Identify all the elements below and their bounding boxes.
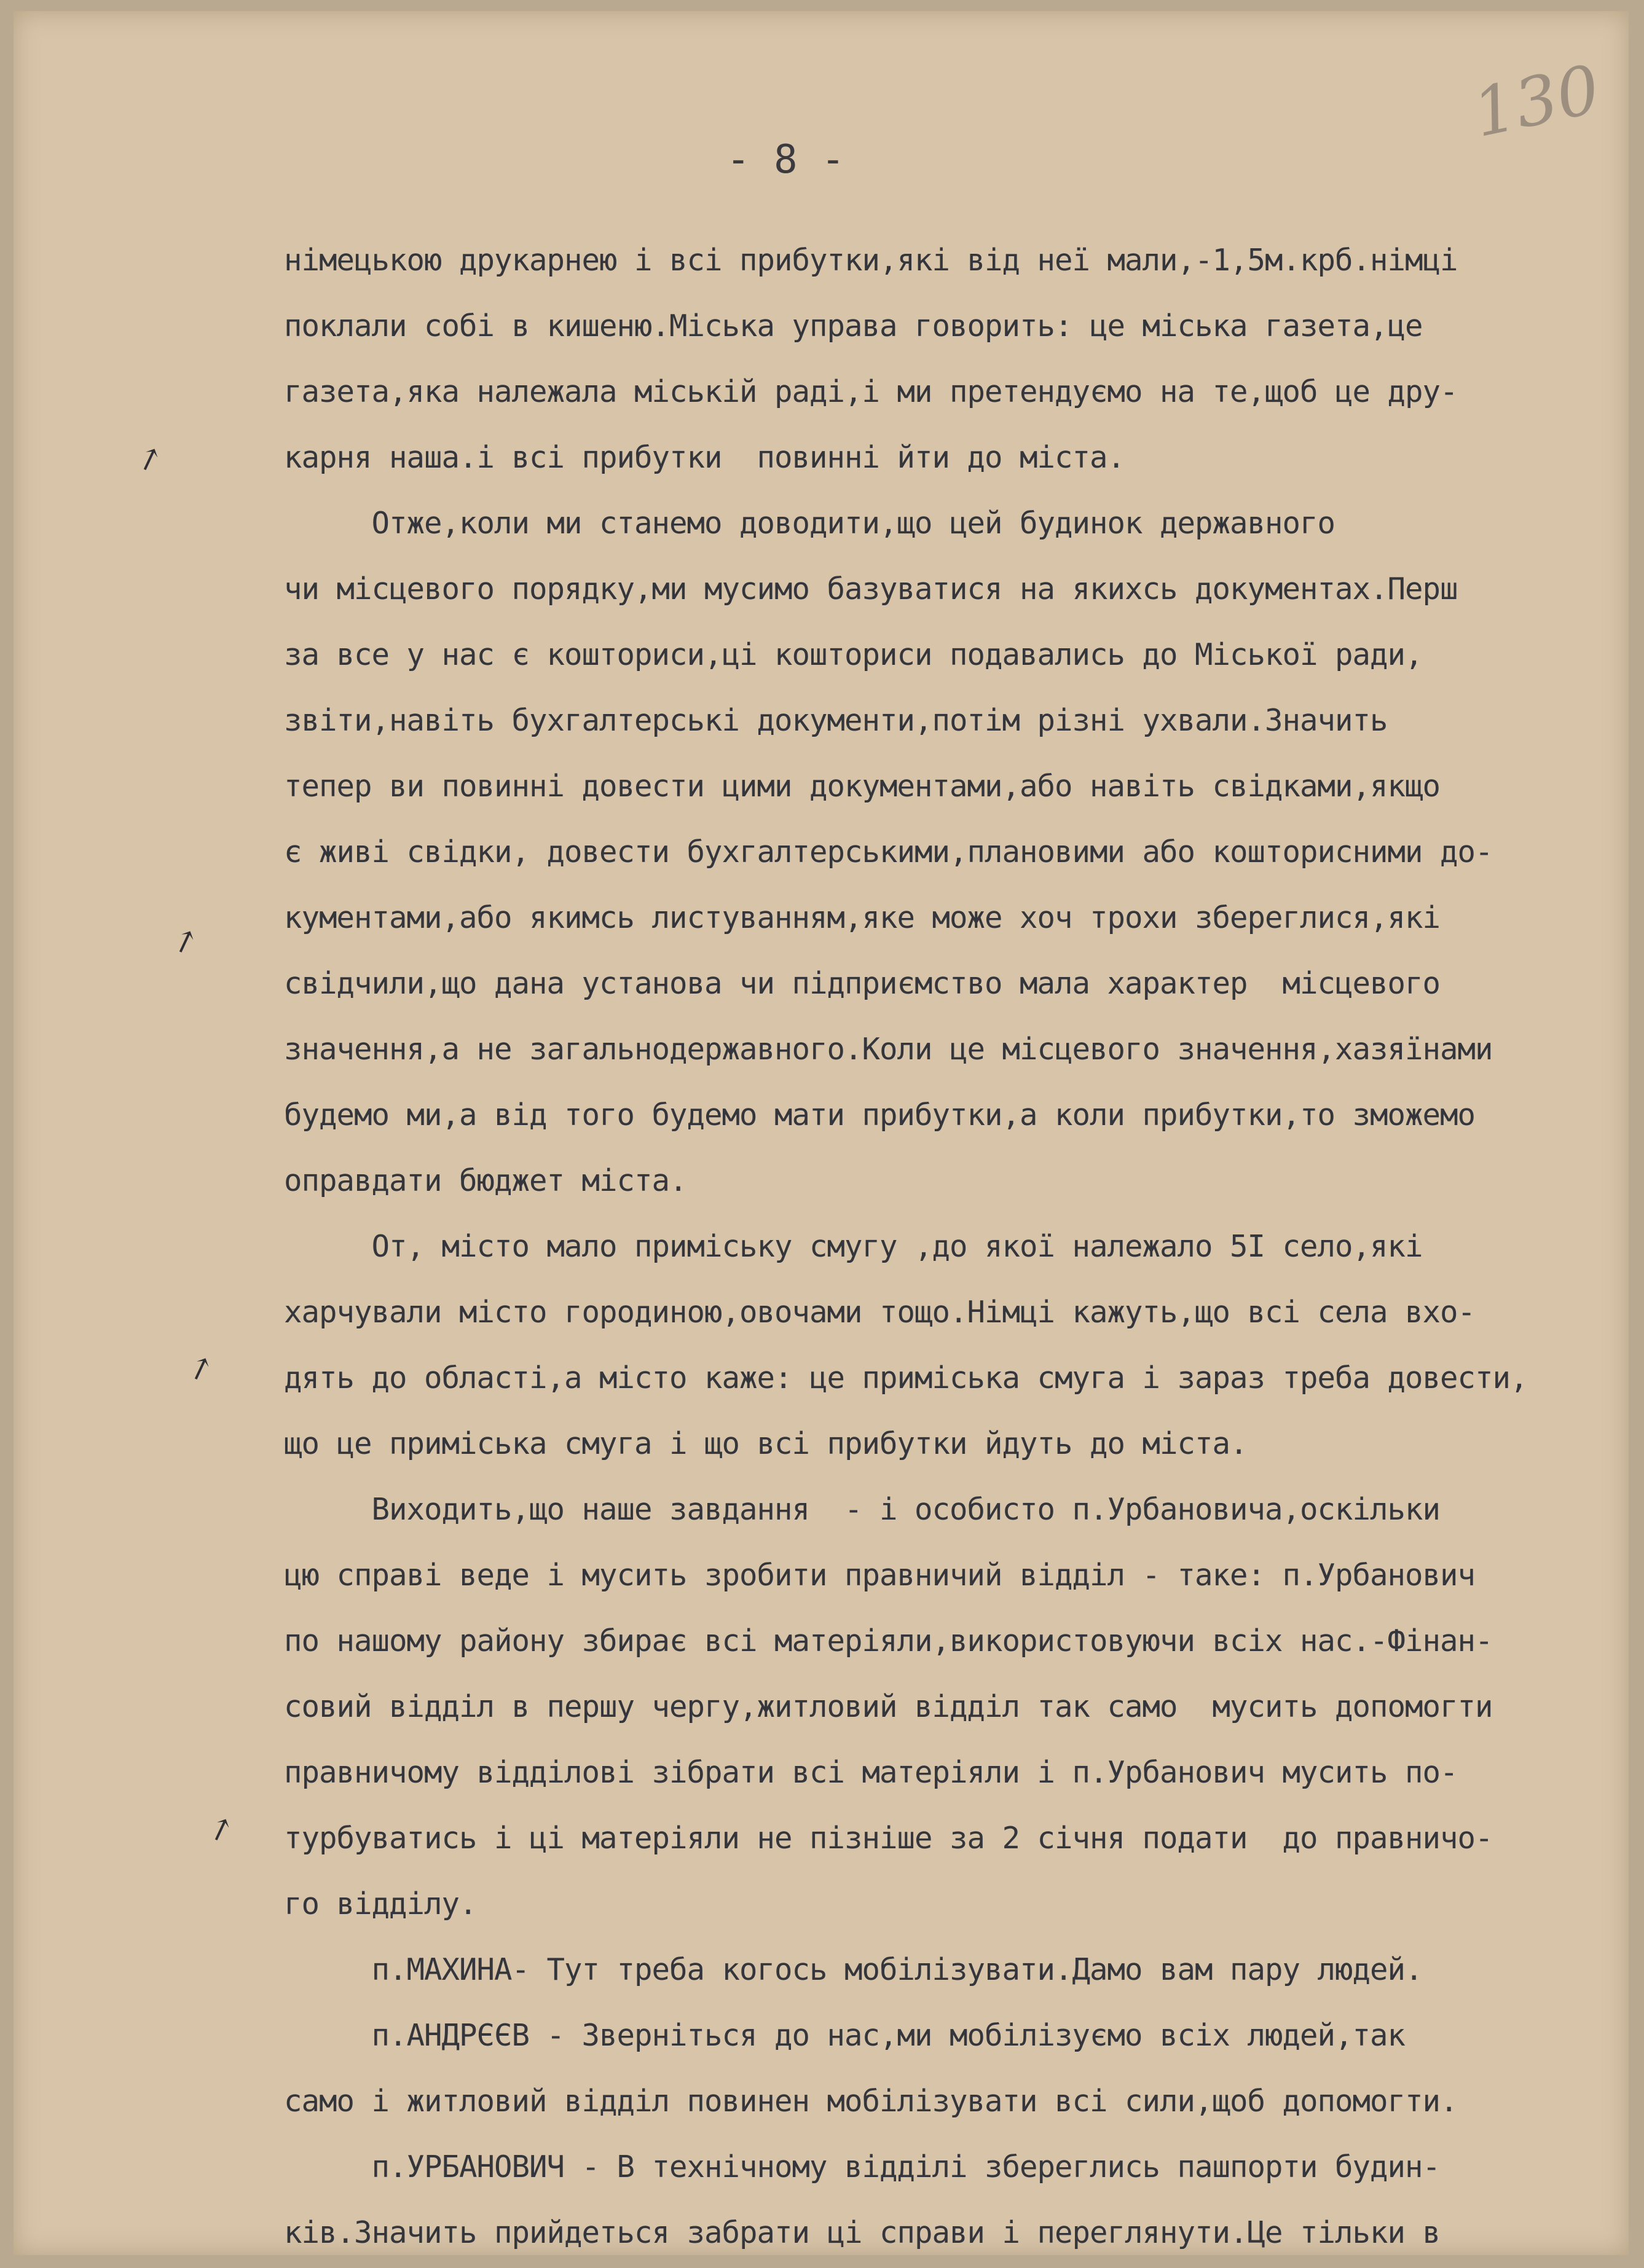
text-line: ків.Значить прийдеться забрати ці справи і переглянути.Це тільки в	[284, 2215, 1441, 2250]
text-line: дять до області,а місто каже: це приміська смуга і зараз треба довести,	[284, 1360, 1528, 1395]
text-line: що це приміська смуга і що всі прибутки йдуть до міста.	[284, 1426, 1248, 1461]
document-page	[14, 11, 1629, 2255]
text-line: п.МАХИНА- Тут треба когось мобілізувати.Дамо вам пару людей.	[284, 1952, 1423, 1987]
text-line: цю справі веде і мусить зробити правничий відділ - таке: п.Урбанович	[284, 1558, 1476, 1593]
margin-mark-2: ↗	[167, 920, 203, 963]
text-line: Виходить,що наше завдання - і особисто п.Урбановича,оскільки	[284, 1492, 1441, 1527]
text-line: оправдати бюджет міста.	[284, 1163, 687, 1198]
text-line: німецькою друкарнею і всі прибутки,які від неї мали,-1,5м.крб.німці	[284, 243, 1458, 278]
text-line: правничому відділові зібрати всі матеріяли і п.Урбанович мусить по-	[284, 1755, 1458, 1790]
text-line: по нашому району збирає всі матеріяли,використовуючи всіх нас.-Фінан-	[284, 1623, 1493, 1658]
text-line: звіти,навіть бухгалтерські документи,потім різні ухвали.Значить	[284, 703, 1388, 738]
margin-mark-1: ↗	[131, 438, 168, 481]
text-line: є живі свідки, довести бухгалтерськими,плановими або кошторисними до-	[284, 834, 1493, 869]
text-line: п.АНДРЄЄВ - Зверніться до нас,ми мобілізуємо всіх людей,так	[284, 2018, 1406, 2053]
page-number: - 8 -	[726, 137, 845, 182]
text-line: будемо ми,а від того будемо мати прибутки,а коли прибутки,то зможемо	[284, 1097, 1476, 1132]
text-line: Отже,коли ми станемо доводити,що цей будинок державного	[284, 506, 1335, 541]
text-line: совий відділ в першу чергу,житловий відділ так само мусить допомогти	[284, 1689, 1493, 1724]
text-line: значення,а не загальнодержавного.Коли це місцевого значення,хазяїнами	[284, 1032, 1493, 1067]
archive-page-number: 130	[1466, 50, 1607, 153]
text-line: турбуватись і ці матеріяли не пізніше за 2 січня подати до правничо-	[284, 1821, 1493, 1856]
text-line: харчували місто городиною,овочами тощо.Німці кажуть,що всі села вхо-	[284, 1295, 1476, 1330]
typed-text	[284, 227, 1618, 2266]
text-line: за все у нас є кошториси,ці кошториси подавались до Міської ради,	[284, 637, 1423, 672]
margin-mark-3: ↗	[182, 1347, 219, 1390]
text-line: От, місто мало приміську смугу ,до якої належало 5І село,які	[284, 1229, 1423, 1264]
text-line: поклали собі в кишеню.Міська управа говорить: це міська газета,це	[284, 308, 1423, 343]
text-line: кументами,або якимсь листуванням,яке може хоч трохи збереглися,які	[284, 900, 1441, 935]
text-line: тепер ви повинні довести цими документами,або навіть свідками,якщо	[284, 769, 1441, 804]
text-line: карня наша.і всі прибутки повинні йти до міста.	[284, 440, 1125, 475]
margin-mark-4: ↗	[202, 1808, 239, 1851]
text-line: чи місцевого порядку,ми мусимо базуватися на якихсь документах.Перш	[284, 571, 1458, 606]
text-line: п.УРБАНОВИЧ - В технічному відділі збереглись пашпорти будин-	[284, 2149, 1441, 2184]
text-line: го відділу.	[284, 1886, 477, 1921]
text-line: само і житловий відділ повинен мобілізувати всі сили,щоб допомогти.	[284, 2084, 1458, 2119]
text-line: свідчили,що дана установа чи підприємство мала характер місцевого	[284, 966, 1441, 1001]
text-line: газета,яка належала міській раді,і ми претендуємо на те,щоб це дру-	[284, 374, 1458, 409]
